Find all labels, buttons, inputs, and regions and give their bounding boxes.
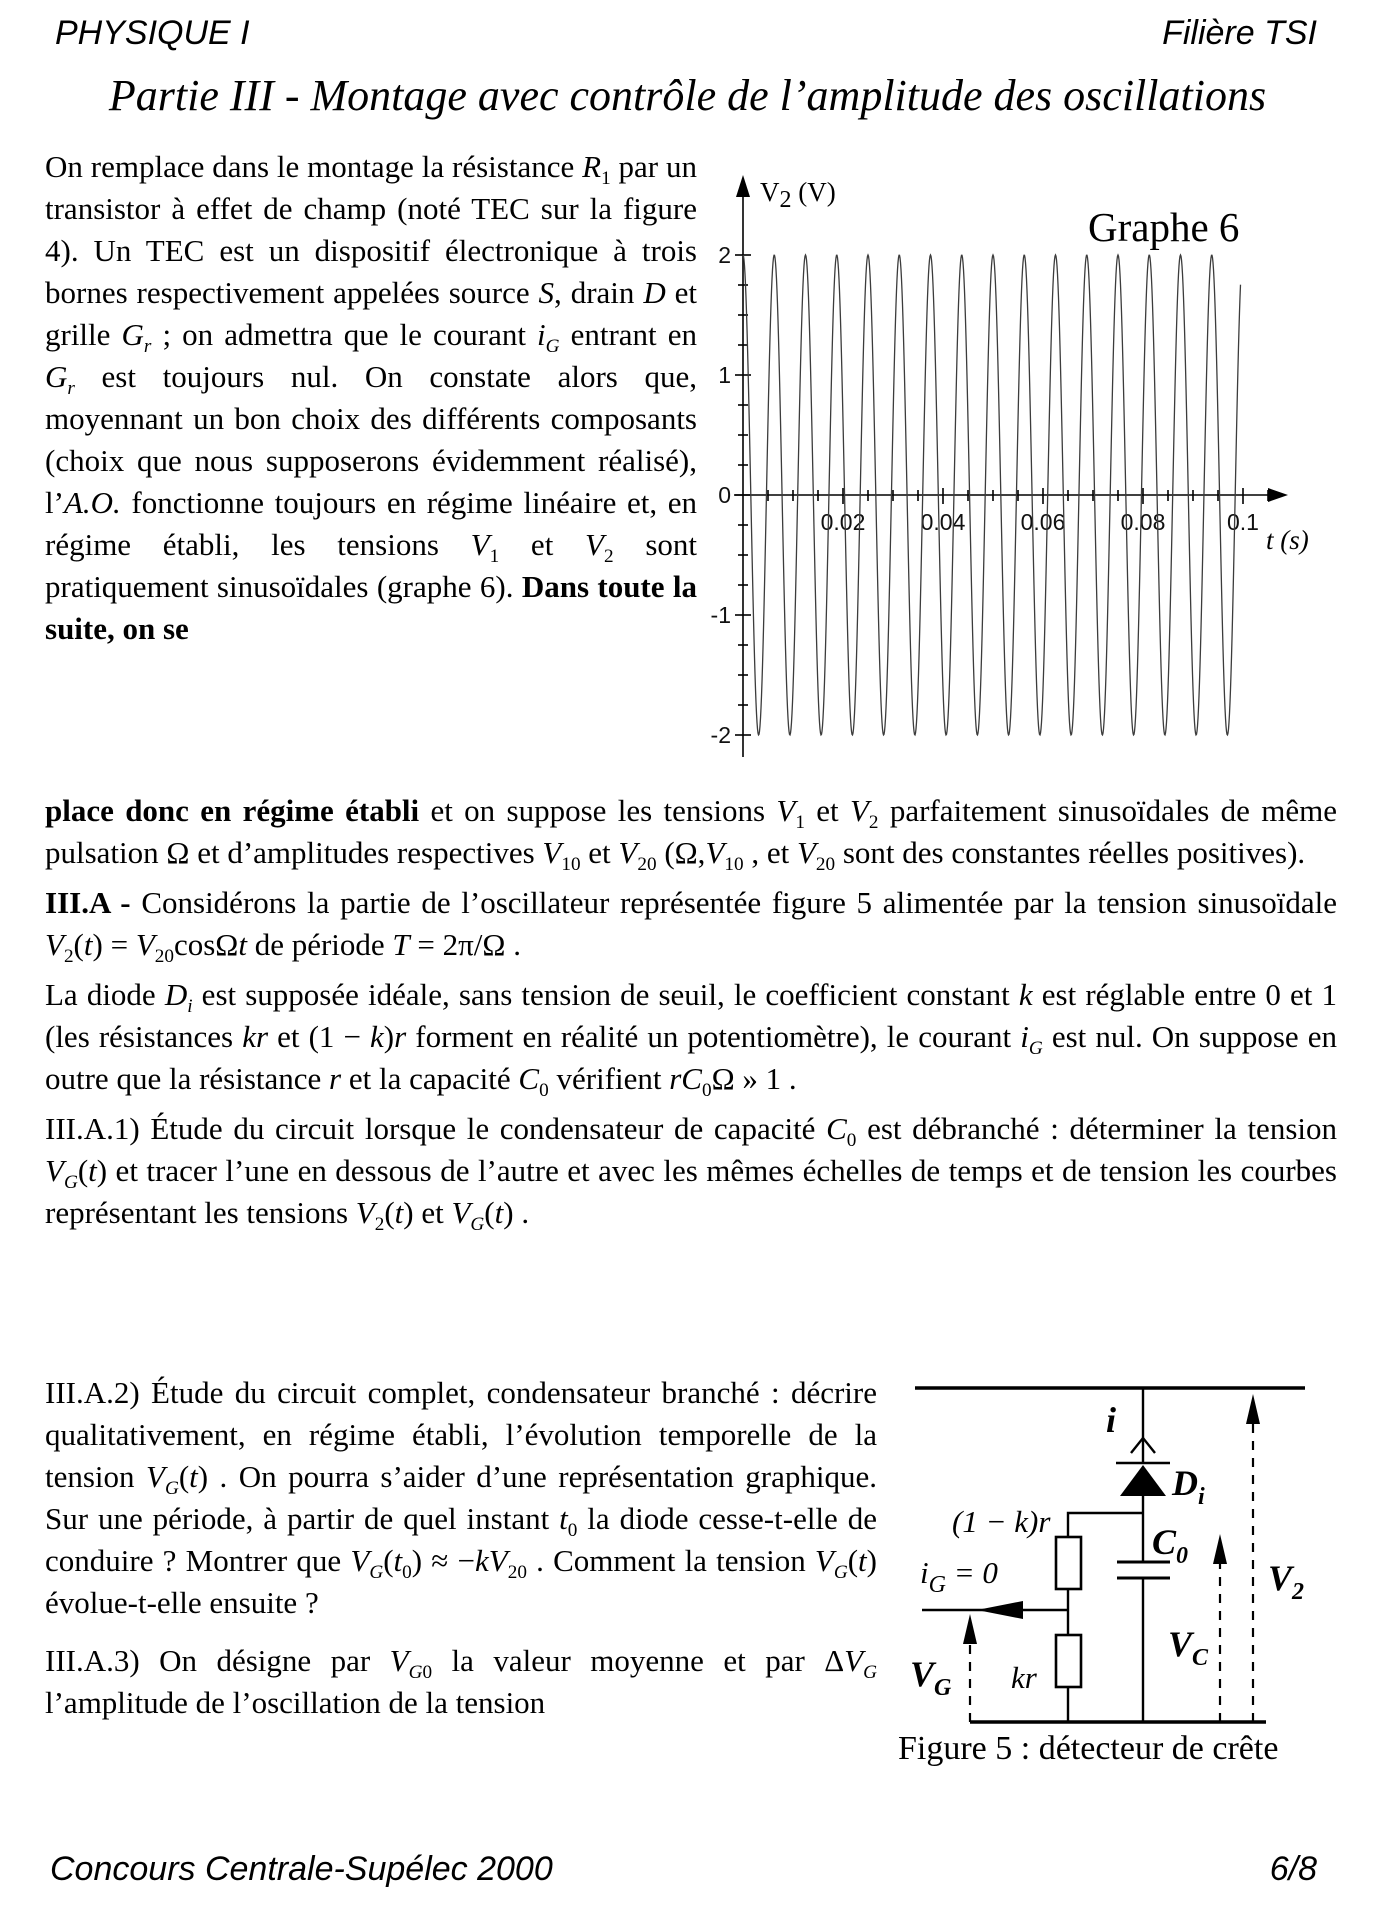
paragraph-iiia1: III.A.1) Étude du circuit lorsque le condensateur de capacité $C_0$ est débranché : déterminer la tension $V_G(t)$ et tracer l’une en dessous de l’autre et avec les mêmes échelles de temps et de tension les courbes représentant les tensions $V_2(t)$ et $V_G(t)$ . — [45, 1111, 1337, 1236]
v2-arrow-icon — [1246, 1394, 1260, 1424]
page-header — [55, 14, 1317, 53]
x-axis-arrow-icon — [1268, 488, 1288, 502]
x-tick-label: 0.04 — [920, 509, 966, 535]
y-axis-arrow-icon — [736, 175, 750, 197]
node-to-resistor-wire — [1068, 1513, 1143, 1537]
paragraph-iiia: III.A - Considérons la partie de l’oscillateur représentée figure 5 alimentée par la tension sinusoïdale $V_2(t) = V_{20}\cos\Omega t$ de période T = 2π/Ω . — [45, 885, 1337, 968]
vg-arrow-icon — [963, 1614, 977, 1644]
vc-label: $V_C$ — [1168, 1624, 1209, 1671]
header-left: PHYSIQUE I — [55, 14, 250, 52]
paragraph-iiia2: III.A.2) Étude du circuit complet, condensateur branché : décrire qualitativement, en régime établi, l’évolution temporelle de la tension $V_G(t)$ . On pourra s’aider d’une représentation graphique. Sur une période, à partir de quel instant $t_0$ la diode cesse-t-elle de conduire ? Montrer que $V_G(t_0) \approx -kV_{20}$ . Comment la tension $V_G(t)$ évolue-t-elle ensuite ? — [45, 1375, 877, 1620]
main-text-block — [45, 790, 1337, 1242]
page-footer — [50, 1850, 1317, 1889]
intro-column — [45, 146, 697, 658]
gate-current-label: $i_G = 0$ — [920, 1555, 998, 1598]
footer-page-number: 6/8 — [1269, 1850, 1317, 1888]
diode-label: $D_i$ — [1172, 1463, 1205, 1510]
section-title: Partie III - Montage avec contrôle de l’amplitude des oscillations — [108, 71, 1267, 120]
footer-left: Concours Centrale-Supélec 2000 — [50, 1850, 553, 1888]
vc-arrow-icon — [1213, 1534, 1227, 1564]
resistor-kr-label: kr — [1011, 1660, 1037, 1695]
figure-5-caption: Figure 5 : détecteur de crête — [898, 1730, 1279, 1767]
paragraph-iiia3: III.A.3) On désigne par $V_{G0}$ la valeur moyenne et par $\Delta V_G$ l’amplitude de l’oscillation de la tension — [45, 1643, 877, 1720]
resistor-kr — [1056, 1635, 1081, 1687]
graphe-6 — [700, 145, 1375, 777]
x-tick-label: 0.08 — [1120, 509, 1166, 535]
paragraph-diode: La diode $D_i$ est supposée idéale, sans tension de seuil, le coefficient constant k est réglable entre 0 et 1 (les résistances kr et (1 − k)r forment en réalité un potentiomètre), le courant $i_G$ est nul. On suppose en outre que la résistance r et la capacité $C_0$ vérifient $rC_0\Omega$ » 1 . — [45, 977, 1338, 1102]
y-tick-label: 2 — [718, 242, 731, 268]
gate-current-arrow-icon — [977, 1601, 1023, 1619]
diode-symbol — [1120, 1465, 1166, 1496]
graph-title: Graphe 6 — [1088, 204, 1240, 250]
y-tick-label: 1 — [718, 362, 731, 388]
y-axis-label: V2 (V) — [760, 177, 836, 213]
vg-label: $V_G$ — [910, 1654, 952, 1701]
x-tick-label: 0.02 — [820, 509, 866, 535]
x-tick-label: 0.06 — [1020, 509, 1066, 535]
header-right: Filière TSI — [1162, 14, 1317, 52]
resistor-1-k-r — [1056, 1537, 1081, 1589]
paragraph-intro: On remplace dans le montage la résistance $R_1$ par un transistor à effet de champ (noté TEC sur la figure 4). Un TEC est un dispositif électronique à trois bornes respectivement appelées source S, drain D et grille $G_r$ ; on admettra que le courant $i_G$ entrant en $G_r$ est toujours nul. On constate alors que, moyennant un bon choix des différents composants (choix que nous supposerons évidemment réalisé), l’A.O. fonctionne toujours en régime linéaire et, en régime établi, les tensions $V_1$ et $V_2$ sont pratiquement sinusoïdales (graphe 6). Dans toute la suite, on se — [45, 149, 698, 646]
current-label: i — [1105, 1400, 1116, 1440]
capacitor-label: $C_0$ — [1152, 1522, 1189, 1569]
questions-column — [45, 1372, 877, 1732]
x-tick-label: 0.1 — [1227, 509, 1259, 535]
y-tick-label: -1 — [710, 602, 731, 628]
y-tick-label: -2 — [710, 722, 731, 748]
paragraph-regime: place donc en régime établi et on suppose les tensions $V_1$ et $V_2$ parfaitement sinusoïdales de même pulsation Ω et d’amplitudes respectives $V_{10}$ et $V_{20}$ ($\Omega,V_{10}$ , et $V_{20}$ sont des constantes réelles positives). — [45, 793, 1338, 876]
figure-5-circuit — [880, 1368, 1340, 1730]
v2-label: $V_2$ — [1268, 1558, 1305, 1605]
x-axis-label: t (s) — [1266, 525, 1309, 555]
resistor-1-k-r-label: (1 − k)r — [952, 1504, 1051, 1539]
y-tick-label: 0 — [718, 482, 731, 508]
